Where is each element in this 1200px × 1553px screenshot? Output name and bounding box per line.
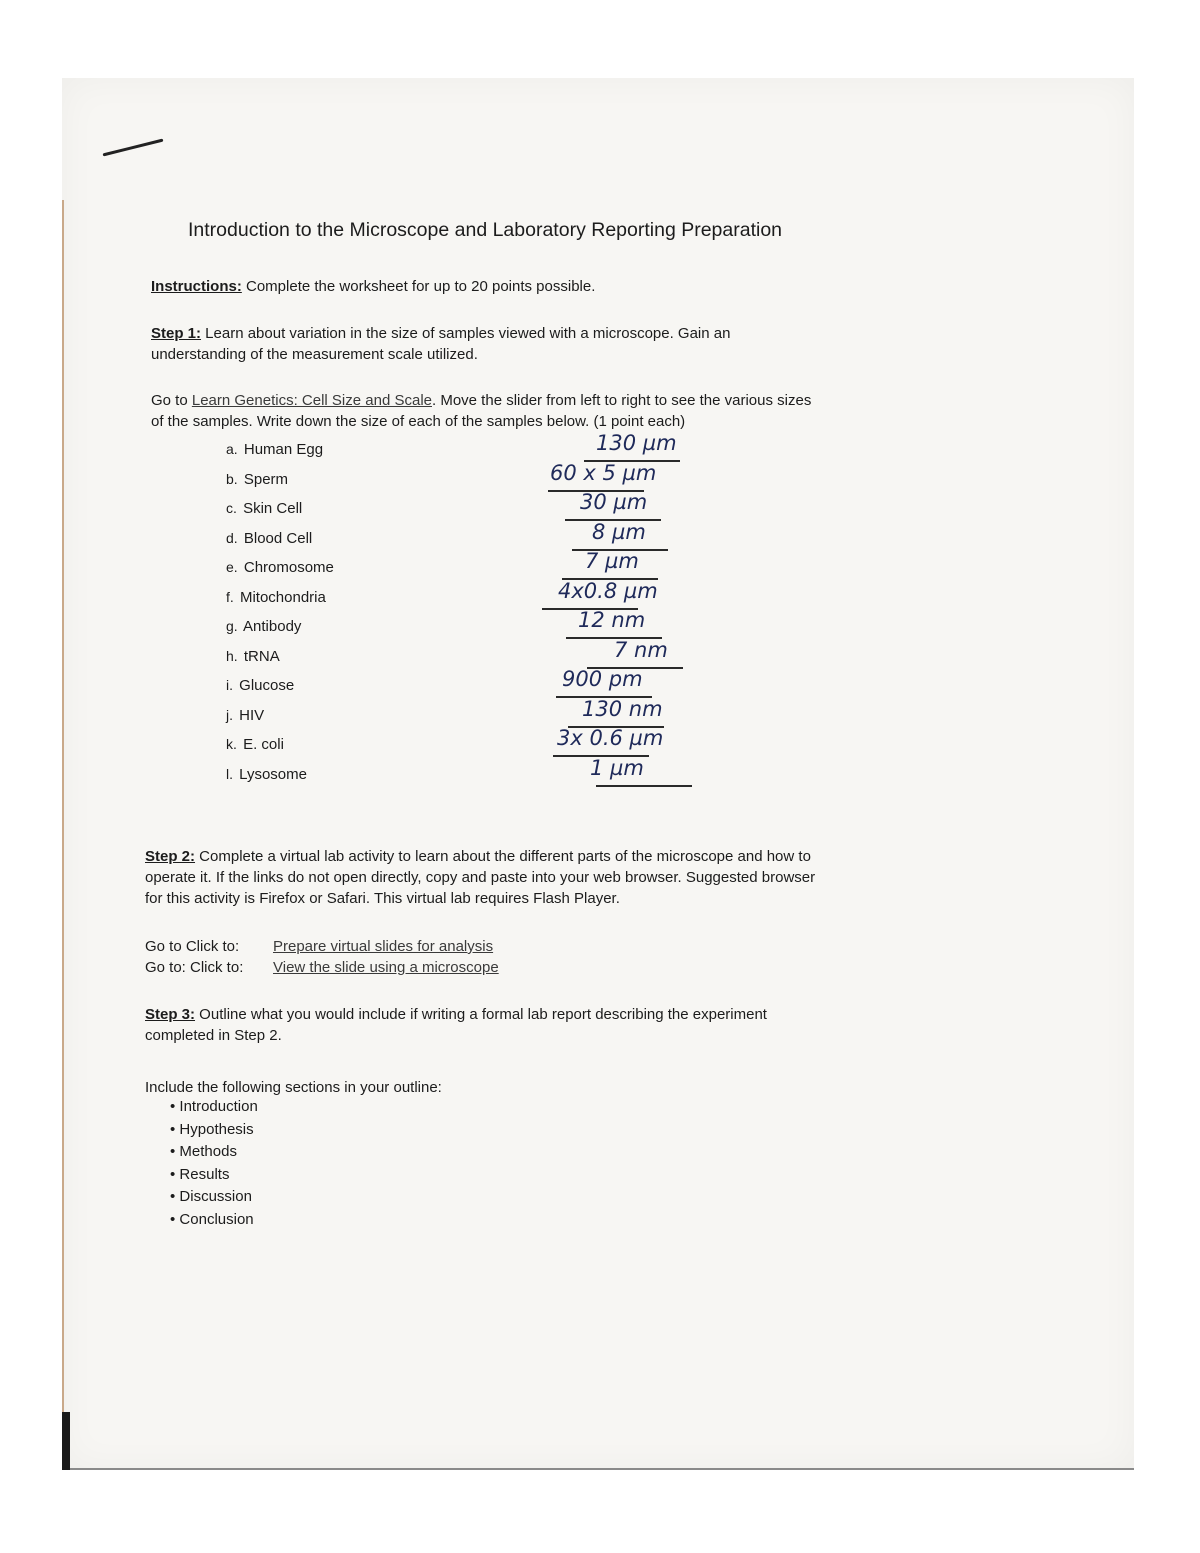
- step2-paragraph: Step 2: Complete a virtual lab activity to learn about the different parts of the microscope and how to operate it. If the links do not open directly, copy and paste into your web browser. Suggested browser for this activity is Firefox or Safari. This virtual lab requires Flash Player.: [145, 848, 816, 907]
- answer-blank-line: [596, 785, 692, 787]
- sample-name: Lysosome: [239, 766, 307, 783]
- handwritten-answer: 12 nm: [578, 608, 646, 632]
- binder-mark: [62, 1412, 70, 1470]
- handwritten-answer: 30 µm: [580, 490, 648, 514]
- cell-size-link[interactable]: Learn Genetics: Cell Size and Scale: [191, 392, 432, 409]
- step2-label: Step 2:: [145, 848, 196, 865]
- sample-letter: c.: [226, 500, 237, 516]
- sample-letter: e.: [226, 559, 238, 575]
- sample-label: [226, 677, 294, 694]
- sample-letter: k.: [226, 736, 237, 752]
- sample-letter: b.: [226, 471, 238, 487]
- list-item: • Discussion: [170, 1186, 258, 1209]
- step3-label: Step 3:: [145, 1006, 196, 1023]
- handwritten-answer: 7 nm: [614, 638, 668, 662]
- instructions-text: Complete the worksheet for up to 20 points possible.: [241, 278, 596, 295]
- sample-name: Human Egg: [243, 441, 324, 458]
- list-item: • Introduction: [170, 1096, 258, 1119]
- handwritten-answer: 900 pm: [562, 667, 643, 691]
- step3-paragraph: Step 3: Outline what you would include if writing a formal lab report describing the experiment completed in Step 2.: [145, 1006, 767, 1044]
- sample-name: Blood Cell: [243, 530, 313, 547]
- sample-label: [226, 766, 307, 783]
- handwritten-answer: 130 nm: [582, 697, 663, 721]
- sample-letter: f.: [226, 589, 234, 605]
- sample-label: [226, 559, 334, 576]
- list-item: • Results: [170, 1164, 258, 1187]
- handwritten-answer: 130 µm: [596, 431, 677, 455]
- sample-label: [226, 618, 301, 635]
- instructions-label: Instructions:: [151, 278, 242, 295]
- sections-list: [170, 1096, 258, 1232]
- sample-label: [226, 589, 326, 606]
- step1-goto: Go to Learn Genetics: Cell Size and Scale. Move the slider from left to right to see the various sizes of the samples. Write down the size of each of the samples below. (1 point each): [151, 392, 812, 430]
- sample-label: [226, 441, 323, 458]
- view-slide-link[interactable]: View the slide using a microscope: [273, 959, 499, 976]
- sample-letter: h.: [226, 648, 238, 664]
- handwritten-answer: 4x0.8 µm: [558, 579, 658, 603]
- handwritten-answer: 8 µm: [592, 520, 646, 544]
- sample-label: [226, 707, 264, 724]
- list-item: • Methods: [170, 1141, 258, 1164]
- step2-link-row: Go to Click to: Prepare virtual slides for analysis: [145, 938, 494, 955]
- sample-label: [226, 471, 288, 488]
- sample-letter: i.: [226, 677, 233, 693]
- sample-name: Antibody: [243, 618, 302, 635]
- list-item: • Hypothesis: [170, 1119, 258, 1142]
- paper-edge: [62, 200, 64, 1470]
- sample-name: Skin Cell: [243, 500, 303, 517]
- sample-name: tRNA: [243, 648, 280, 665]
- sample-name: HIV: [239, 707, 265, 724]
- step2-link-row: Go to: Click to: View the slide using a microscope: [145, 959, 499, 976]
- sample-name: Glucose: [239, 677, 295, 694]
- handwritten-answer: 1 µm: [590, 756, 644, 780]
- prepare-slides-link[interactable]: Prepare virtual slides for analysis: [273, 938, 494, 955]
- handwritten-answer: 7 µm: [585, 549, 639, 573]
- list-item: • Conclusion: [170, 1209, 258, 1232]
- step1-paragraph: Step 1: Learn about variation in the size of samples viewed with a microscope. Gain an understanding of the measurement scale utilized.: [151, 325, 731, 363]
- sample-name: Chromosome: [243, 559, 334, 576]
- sample-label: [226, 500, 302, 517]
- sample-name: Sperm: [243, 471, 289, 488]
- sample-letter: l.: [226, 766, 233, 782]
- sample-letter: g.: [226, 618, 238, 634]
- sample-label: [226, 530, 312, 547]
- include-text: Include the following sections in your outline:: [145, 1079, 442, 1096]
- instructions: [151, 276, 595, 297]
- sample-letter: a.: [226, 441, 238, 457]
- sample-name: E. coli: [243, 736, 284, 753]
- sample-letter: d.: [226, 530, 238, 546]
- paper-edge: [62, 1468, 1134, 1470]
- sample-label: [226, 736, 284, 753]
- page-title: Introduction to the Microscope and Laboratory Reporting Preparation: [188, 219, 783, 241]
- step1-label: Step 1:: [151, 325, 202, 342]
- sample-letter: j.: [226, 707, 233, 723]
- sample-label: [226, 648, 280, 665]
- handwritten-answer: 60 x 5 µm: [550, 461, 657, 485]
- handwritten-answer: 3x 0.6 µm: [557, 726, 664, 750]
- sample-name: Mitochondria: [239, 589, 326, 606]
